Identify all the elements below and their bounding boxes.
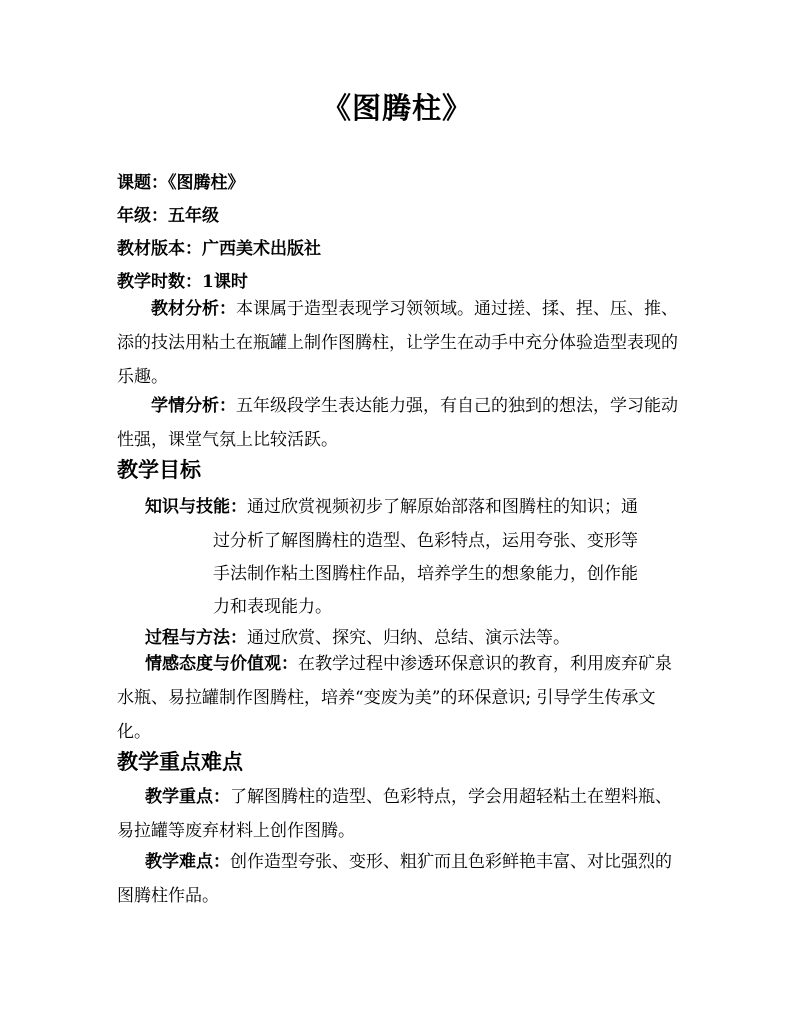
difficult-point-label: 教学难点： [145, 852, 230, 872]
difficult-point-text: 创作造型夸张、变形、粗犷而且色彩鲜艳丰富、对比强烈的图腾柱作品。 [117, 852, 672, 906]
process-text: 通过欣赏、探究、归纳、总结、演示法等。 [247, 628, 570, 648]
textbook-analysis [117, 292, 683, 394]
grade-value: 五年级 [168, 206, 219, 226]
keypoints-heading: 教学重点难点 [117, 749, 243, 774]
emotion-values [117, 647, 683, 749]
knowledge-line-4: 力和表现能力。 [213, 597, 332, 617]
knowledge-line-3: 手法制作粘土图腾柱作品，培养学生的想象能力，创作能 [213, 564, 638, 584]
hours-value: 1课时 [202, 272, 248, 292]
grade-label: 年级： [117, 206, 168, 226]
knowledge-line-1 [145, 492, 638, 517]
student-analysis-label: 学情分析： [151, 396, 236, 416]
teaching-key-point [117, 780, 683, 848]
info-topic [117, 168, 245, 193]
info-edition [117, 234, 321, 259]
textbook-analysis-label: 教材分析： [151, 299, 236, 319]
knowledge-text-1: 通过欣赏视频初步了解原始部落和图腾柱的知识；通 [247, 497, 638, 517]
info-grade [117, 201, 219, 226]
teaching-difficult-point [117, 845, 683, 913]
student-analysis [117, 389, 683, 457]
key-point-label: 教学重点： [145, 787, 230, 807]
emotion-text: 在教学过程中渗透环保意识的教育，利用废弃矿泉水瓶、易拉罐制作图腾柱，培养“变废为美”的环保意识; 引导学生传承文化。 [117, 654, 672, 742]
hours-label: 教学时数： [117, 272, 202, 292]
knowledge-label: 知识与技能： [145, 497, 247, 517]
emotion-label: 情感态度与价值观： [145, 654, 298, 674]
process-method [145, 623, 570, 648]
knowledge-line-2: 过分析了解图腾柱的造型、色彩特点，运用夸张、变形等 [213, 531, 638, 551]
process-label: 过程与方法： [145, 628, 247, 648]
document-title: 《图腾柱》 [321, 91, 472, 125]
topic-label: 课题： [117, 173, 168, 193]
edition-value: 广西美术出版社 [202, 239, 321, 259]
info-hours [117, 267, 248, 292]
student-analysis-text: 五年级段学生表达能力强，有自己的独到的想法，学习能动性强，课堂气氛上比较活跃。 [117, 396, 678, 450]
key-point-text: 了解图腾柱的造型、色彩特点，学会用超轻粘土在塑料瓶、易拉罐等废弃材料上创作图腾。 [117, 787, 672, 841]
topic-value: 《图腾柱》 [168, 173, 245, 193]
edition-label: 教材版本： [117, 239, 202, 259]
textbook-analysis-text: 本课属于造型表现学习领领域。通过搓、揉、捏、压、推、添的技法用粘土在瓶罐上制作图腾柱，让学生在动手中充分体验造型表现的乐趣。 [117, 299, 678, 387]
objectives-heading: 教学目标 [117, 457, 201, 482]
